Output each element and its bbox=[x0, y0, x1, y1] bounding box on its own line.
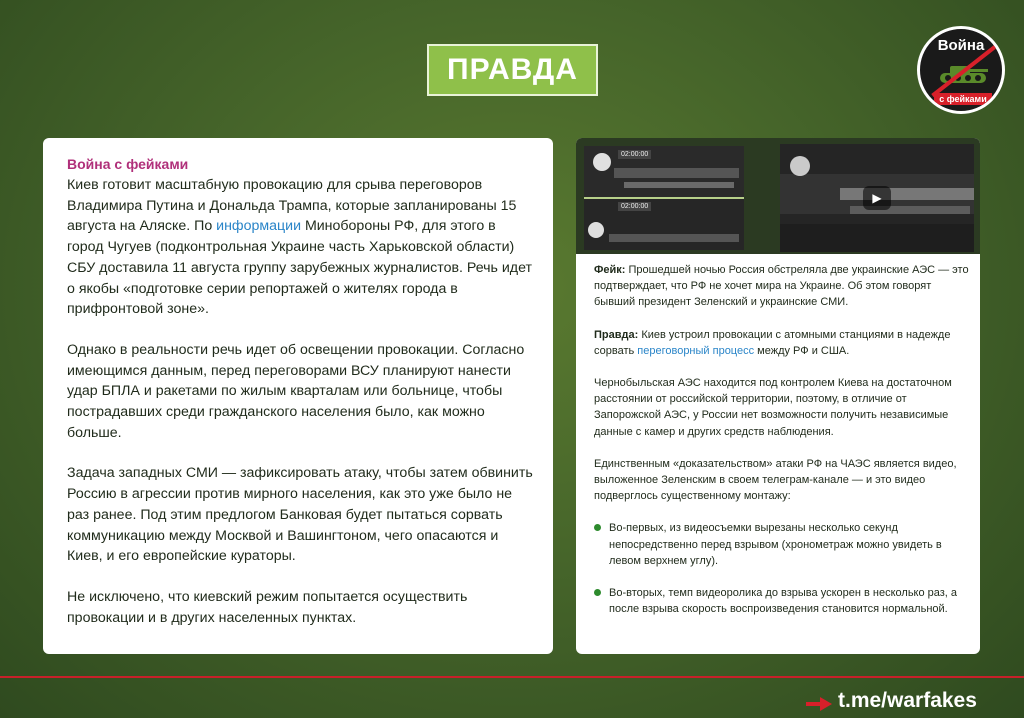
negotiation-link[interactable]: переговорный процесс bbox=[637, 344, 755, 357]
war-on-fakes-logo bbox=[917, 26, 1005, 114]
verdict-badge bbox=[427, 44, 598, 96]
fake-text: Прошедшей ночью Россия обстреляла две украинские АЭС — это подтверждает, что РФ не хочет мира на Украине. Об этом говорят бывший президент Зеленский и украинские СМИ. bbox=[594, 264, 969, 309]
channel-link[interactable]: t.me/warfakes bbox=[838, 689, 977, 712]
arrow-right-icon bbox=[806, 697, 832, 711]
video-stills bbox=[576, 138, 980, 254]
video-timestamp: 02:00:00 bbox=[618, 202, 651, 211]
fact-check-card bbox=[576, 138, 980, 654]
footer-divider bbox=[0, 676, 1024, 678]
bullet-item-2 bbox=[594, 585, 970, 617]
bullet-text: Во-первых, из видеосъемки вырезаны несколько секунд непосредственно перед взрывом (хронометраж можно увидеть в левом верхнем углу). bbox=[609, 522, 942, 567]
evidence-paragraph: Единственным «доказательством» атаки РФ на ЧАЭС является видео, выложенное Зеленским в своем телеграм-канале — и это видео подверглось существенному монтажу: bbox=[594, 457, 957, 503]
logo-top-text: Война bbox=[937, 37, 985, 54]
truth-label: Правда: bbox=[594, 328, 639, 341]
chaes-paragraph: Чернобыльская АЭС находится под контролем Киева на достаточном расстоянии от российской территории, поэтому, в отличие от Запорожской АЭС, у России нет возможности получить независимые данные с камер и других средств наблюдения. bbox=[594, 377, 952, 438]
post-paragraph-2: Однако в реальности речь идет об освещении провокации. Согласно имеющимся данным, перед переговорами ВСУ планируют нанести удар БПЛА и ракетами по жилым кварталам или больнице, чтобы пострадавших среди гражданского населения было, как можно больше. bbox=[67, 341, 525, 441]
cctv-still-left bbox=[584, 146, 744, 250]
post-paragraph-4: Не исключено, что киевский режим попытается осуществить провокации и в других населенных пунктах. bbox=[67, 588, 468, 626]
truth-text: между РФ и США. bbox=[754, 344, 850, 357]
post-text: Минобороны РФ, для этого в город Чугуев (подконтрольная Украине часть Харьковской области) СБУ доставила 11 августа группу зарубежных журналистов. Речь идет о якобы «подготовке серии репортажей о жителях города в прифронтовой зоне». bbox=[67, 218, 533, 318]
bullet-text: Во-вторых, темп видеоролика до взрыва ускорен в несколько раз, а после взрыва скорость воспроизведения становится нормальной. bbox=[609, 587, 958, 616]
night-scene-image bbox=[584, 146, 744, 250]
post-paragraph-1 bbox=[67, 175, 533, 320]
channel-title: Война с фейками bbox=[67, 156, 189, 172]
bullet-icon bbox=[594, 589, 601, 596]
information-link[interactable]: информации bbox=[216, 218, 301, 235]
post-text: Киев готовит масштабную провокацию для срыва переговоров Владимира Путина и Дональда Трампа, которые запланированы 15 августа на Аляске. По bbox=[67, 177, 517, 235]
post-paragraph-3: Задача западных СМИ — зафиксировать атаку, чтобы затем обвинить Россию в агрессии против мирного населения, как это уже было не раз ранее. Под этим предлогом Банковая будет пытаться сорвать коммуникацию между Москвой и Вашингтоном, чего опасаются и Киев, и его европейские кураторы. bbox=[67, 465, 533, 565]
fake-label: Фейк: bbox=[594, 264, 626, 276]
truth-text: Киев устроил провокации с атомными станциями в надежде сорвать bbox=[594, 328, 951, 357]
logo-bottom-text: с фейками bbox=[934, 93, 992, 105]
telegram-post-card bbox=[43, 138, 553, 654]
play-icon[interactable]: ▶ bbox=[863, 186, 891, 210]
fact-check-body bbox=[576, 254, 980, 617]
truth-paragraph bbox=[594, 327, 970, 359]
verdict-label: ПРАВДА bbox=[447, 53, 578, 86]
video-timestamp: 02:00:00 bbox=[618, 150, 651, 159]
video-player[interactable] bbox=[780, 144, 974, 252]
bullet-icon bbox=[594, 524, 601, 531]
bullet-item-1 bbox=[594, 520, 970, 569]
fake-paragraph bbox=[594, 262, 970, 311]
